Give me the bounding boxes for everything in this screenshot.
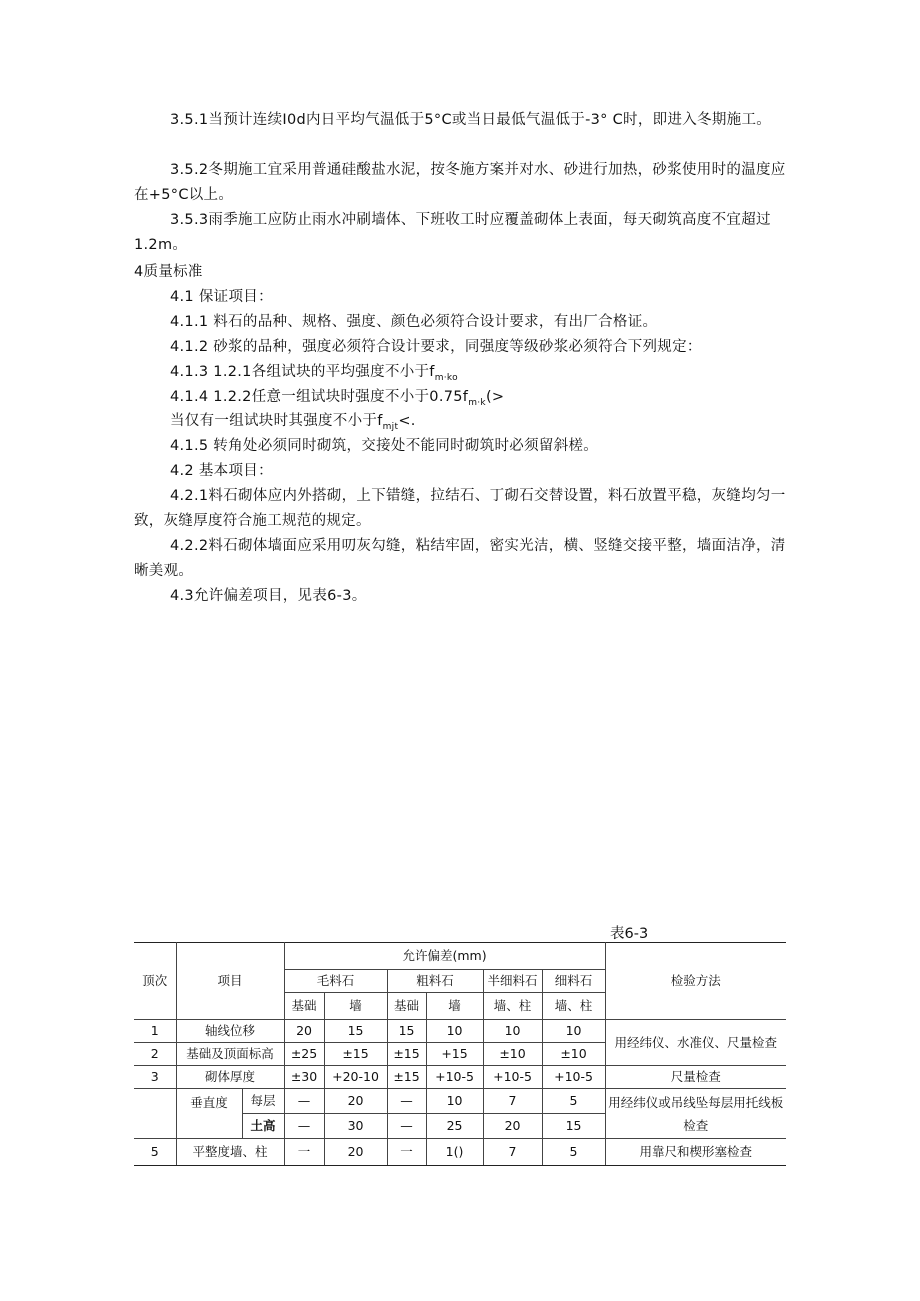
cell: — <box>387 1089 426 1114</box>
line-4-1-4-b-sub: mjt <box>382 421 399 432</box>
cell: 25 <box>426 1114 483 1139</box>
deviation-table <box>134 942 786 1166</box>
cell: 5 <box>542 1139 605 1166</box>
cell: 1() <box>426 1139 483 1166</box>
header-sub-wc-3: 墙、柱 <box>483 993 542 1020</box>
line-4-1-4-tail: (> <box>485 389 505 405</box>
cell: 15 <box>542 1114 605 1139</box>
para-4-2-1: 4.2.1料石砌体应内外搭砌，上下错缝，拉结石、丁砌石交替设置，料石放置平稳，灰缝均匀一致，灰缝厚度符合施工规范的规定。 <box>134 488 786 529</box>
row-2-item: 基础及顶面标高 <box>176 1043 284 1066</box>
line-4-1-3 <box>170 362 458 388</box>
method-3: 尺量检查 <box>605 1066 786 1089</box>
header-group-3: 半细料石 <box>483 970 542 993</box>
cell: ±15 <box>387 1066 426 1089</box>
method-1-2: 用经纬仪、水准仪、尺量检查 <box>605 1020 786 1066</box>
row-5-no: 5 <box>134 1139 176 1166</box>
para-4-2-2: 4.2.2料石砌体墙面应采用叨灰勾缝，粘结牢固，密实光洁，横、竖缝交接平整，墙面洁净，清晰美观。 <box>134 538 786 579</box>
table-row <box>134 1066 786 1089</box>
cell: 20 <box>324 1089 387 1114</box>
cell: — <box>284 1089 324 1114</box>
table-row <box>134 1020 786 1043</box>
header-group-1: 毛料石 <box>284 970 387 993</box>
header-sub-base-2: 基础 <box>387 993 426 1020</box>
table-caption: 表6-3 <box>610 926 649 942</box>
row-3-no: 3 <box>134 1066 176 1089</box>
cell: — <box>284 1114 324 1139</box>
header-sub-base-1: 基础 <box>284 993 324 1020</box>
cell: 30 <box>324 1114 387 1139</box>
line-4-1-1: 4.1.1 料石的品种、规格、强度、颜色必须符合设计要求，有出厂合格证。 <box>170 314 658 330</box>
cell: ±10 <box>542 1043 605 1066</box>
cell: 7 <box>483 1139 542 1166</box>
line-4-3: 4.3允许偏差项目，见表6-3。 <box>170 588 367 604</box>
cell: 15 <box>324 1020 387 1043</box>
table-row <box>134 1089 786 1114</box>
line-4-1-4-text: 4.1.4 1.2.2任意一组试块时强度不小于0.75f <box>170 389 469 405</box>
cell: 10 <box>426 1020 483 1043</box>
row-1-item: 轴线位移 <box>176 1020 284 1043</box>
cell: +10-5 <box>426 1066 483 1089</box>
row-4-sub-1: 每层 <box>242 1089 284 1114</box>
row-4-item: 垂直度 <box>176 1089 242 1139</box>
cell: +15 <box>426 1043 483 1066</box>
cell: +10-5 <box>542 1066 605 1089</box>
line-4-1-4-b-text: 当仅有一组试块时其强度不小于f <box>170 413 383 429</box>
header-allowance: 允许偏差(mm) <box>284 943 605 970</box>
cell: ±25 <box>284 1043 324 1066</box>
row-2-no: 2 <box>134 1043 176 1066</box>
cell: 一 <box>284 1139 324 1166</box>
cell: 5 <box>542 1089 605 1114</box>
cell: 一 <box>387 1139 426 1166</box>
cell: +10-5 <box>483 1066 542 1089</box>
para-3-5-1: 3.5.1当预计连续I0d内日平均气温低于5°C或当日最低气温低于-3° C时，即进入冬期施工。 <box>170 112 772 128</box>
header-method: 检验方法 <box>605 943 786 1020</box>
section-heading: 4质量标准 <box>134 264 203 280</box>
row-4-no <box>134 1089 176 1139</box>
cell: 20 <box>284 1020 324 1043</box>
line-4-1-4-b-tail: <. <box>398 413 416 429</box>
header-sub-wc-4: 墙、柱 <box>542 993 605 1020</box>
cell: 15 <box>387 1020 426 1043</box>
line-4-1: 4.1 保证项目： <box>170 289 273 305</box>
method-4: 用经纬仪或吊线坠每层用托线板检查 <box>605 1089 786 1139</box>
cell: 7 <box>483 1089 542 1114</box>
line-4-1-3-text: 4.1.3 1.2.1各组试块的平均强度不小于f <box>170 364 435 380</box>
header-sub-wall-2: 墙 <box>426 993 483 1020</box>
table-row <box>134 1139 786 1166</box>
cell: ±30 <box>284 1066 324 1089</box>
line-4-1-3-sub: m·ko <box>434 372 458 383</box>
line-4-2: 4.2 基本项目： <box>170 463 273 479</box>
cell: — <box>387 1114 426 1139</box>
row-1-no: 1 <box>134 1020 176 1043</box>
cell: ±15 <box>387 1043 426 1066</box>
header-sub-wall-1: 墙 <box>324 993 387 1020</box>
para-3-5-2: 3.5.2冬期施工宜采用普通硅酸盐水泥，按冬施方案并对水、砂进行加热，砂浆使用时的温度应在+5°C以上。 <box>134 162 786 203</box>
row-5-item: 平整度墙、柱 <box>176 1139 284 1166</box>
cell: 10 <box>426 1089 483 1114</box>
cell: +20-10 <box>324 1066 387 1089</box>
cell: ±10 <box>483 1043 542 1066</box>
line-4-1-4 <box>170 387 504 413</box>
header-group-4: 细料石 <box>542 970 605 993</box>
cell: 20 <box>324 1139 387 1166</box>
line-4-1-5: 4.1.5 转角处必须同时砌筑，交接处不能同时砌筑时必须留斜槎。 <box>170 438 599 454</box>
row-3-item: 砌体厚度 <box>176 1066 284 1089</box>
row-4-sub-2: 土高 <box>242 1114 284 1139</box>
line-4-1-2: 4.1.2 砂浆的品种，强度必须符合设计要求，同强度等级砂浆必须符合下列规定： <box>170 339 702 355</box>
line-4-1-4-b <box>170 411 416 437</box>
cell: 20 <box>483 1114 542 1139</box>
para-3-5-3: 3.5.3雨季施工应防止雨水冲刷墙体、下班收工时应覆盖砌体上表面，每天砌筑高度不宜超过1.2m。 <box>134 212 771 253</box>
cell: ±15 <box>324 1043 387 1066</box>
line-4-1-4-sub: m·k <box>468 397 486 408</box>
header-item: 项目 <box>176 943 284 1020</box>
header-no: 顶次 <box>134 943 176 1020</box>
header-group-2: 粗料石 <box>387 970 483 993</box>
cell: 10 <box>483 1020 542 1043</box>
method-5: 用靠尺和楔形塞检查 <box>605 1139 786 1166</box>
cell: 10 <box>542 1020 605 1043</box>
